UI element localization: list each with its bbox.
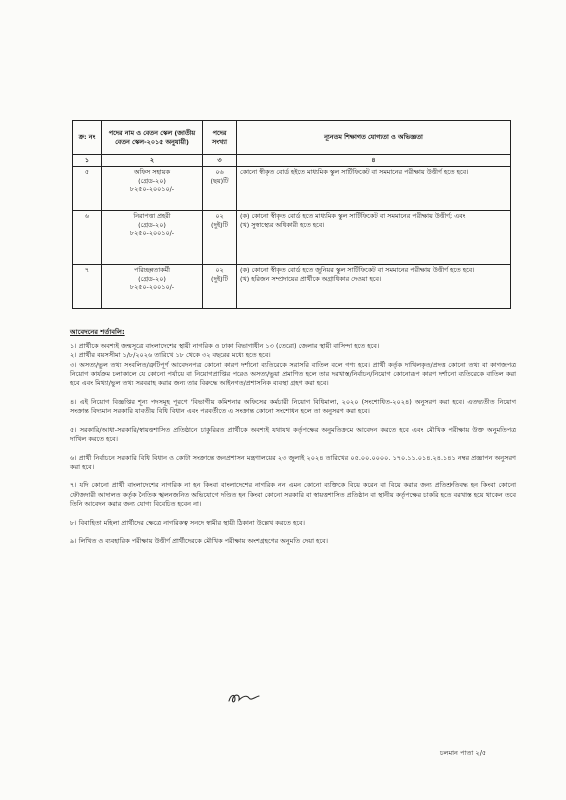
col-number: ৪ [237, 155, 511, 167]
post-grade: (গ্রেড-২০) [138, 220, 166, 229]
term-5: ৫। সরকারি/আধা-সরকারি/স্বায়ত্তশাসিত প্রতিষ্ঠানে চাকুরিরত প্রার্থীকে অবশ্যই যথাযথ কর্তৃপক্ষের অনুমতিক্রমে আবেদন করতে হবে এবং মৌখিক পরীক্ষায় উক্ত অনুমতিপত্র দাখিল করতে হবে। [70, 425, 516, 444]
table-row [73, 210, 511, 264]
term-2: ২। প্রার্থীর বয়সসীমা ১/৮/২০২৬ তারিখে ১৮ থেকে ৩২ বছরের মধ্যে হতে হবে। [70, 351, 271, 360]
terms-title: আবেদনের শর্তাবলি: [70, 328, 125, 336]
row-count: ০২ (দুই)টি [203, 264, 237, 308]
application-terms [70, 328, 516, 546]
row-sl: ৭ [73, 264, 102, 308]
post-grade: (গ্রেড-২০) [138, 274, 166, 283]
header-qualification: ন্যূনতম শিক্ষাগত যোগ্যতা ও অভিজ্ঞতা [237, 121, 511, 155]
term-6: ৬। প্রার্থী নির্বাচনে সরকারি বিধি বিধান ও কোটা সংক্রান্তে জনপ্রশাসন মন্ত্রণালয়ের ২৩ জুলাই ২০২৪ তারিখের ০৫.০০.০০০০. ১৭০.১১.০১৪.২৪.১৪১ নম্বর প্রজ্ঞাপন অনুসরণ করা হবে। [70, 453, 516, 471]
term-4: ৪। এই নিয়োগ বিজ্ঞপ্তির শূন্য পদসমূহ পূরণে 'বিভাগীয় কমিশনার অফিসের কর্মচারী নিয়োগ বিধিমালা, ২০২০ (সংশোধিত-২০২৪) অনুসরণ করা হবে। এতদ্ব্যতীত নিয়োগ সংক্রান্ত বিদ্যমান সরকারি যাবতীয় বিধি বিধান এবং পরবর্তীতে এ সংক্রান্ত কোনো সংশোধন হলে তা অনুসরণ করা হবে। [70, 397, 516, 416]
column-number-row [73, 155, 511, 167]
qualification-line: (ক) কোনো স্বীকৃত বোর্ড হতে জুনিয়র স্কুল সার্টিফিকেট বা সমমানের পরীক্ষায় উত্তীর্ণ হতে হবে। [240, 266, 475, 275]
row-sl: ৬ [73, 210, 102, 264]
row-count: ০৬ (ছয়)টি [203, 166, 237, 210]
qualification-line: (খ) হরিজন সম্প্রদায়ের প্রার্থীকে অগ্রাধিকার দেওয়া হবে। [240, 274, 382, 283]
row-post-name [102, 210, 203, 264]
row-qualification [237, 166, 511, 210]
post-scale: ৮২৫০-২০০১০/- [129, 185, 175, 194]
row-post-name [102, 166, 203, 210]
row-qualification [237, 210, 511, 264]
header-name-scale: পদের নাম ও বেতন স্কেল (জাতীয় বেতন স্কেল-২০১৫ অনুযায়ী) [102, 121, 203, 155]
header-count: পদের সংখ্যা [203, 121, 237, 155]
signature-mark [225, 688, 265, 708]
post-name: পরিচ্ছন্নতাকর্মী [134, 266, 170, 275]
post-grade: (গ্রেড-২০) [138, 176, 166, 185]
qualification-line: (খ) সুস্বাস্থ্যের অধিকারী হতে হবে। [240, 220, 325, 229]
table-row [73, 166, 511, 210]
row-count: ০২ (দুই)টি [203, 210, 237, 264]
col-number: ৩ [203, 155, 237, 167]
term-7: ৭। যদি কোনো প্রার্থী বাংলাদেশের নাগরিক না হন কিংবা বাংলাদেশের নাগরিক নন এমন কোনো ব্যক্তিকে বিয়ে করেন বা বিয়ে করার জন্য প্রতিশ্রুতিবদ্ধ হন কিংবা কোনো ফৌজদারী আদালত কর্তৃক নৈতিক স্খলনজনিত অভিযোগে দণ্ডিত হন কিংবা কোনো সরকারি বা স্বায়ত্তশাসিত প্রতিষ্ঠান বা স্থানীয় কর্তৃপক্ষের চাকরি হতে বরখাস্ত হয়ে থাকেন তবে তিনি আবেদন করার জন্য যোগ্য বিবেচিত হবেন না। [70, 481, 516, 509]
term-1: ১। প্রার্থীকে অবশ্যই জন্মসূত্রে বাংলাদেশের স্থায়ী নাগরিক ও ঢাকা বিভাগাধীন ১৩ (তেরো) জেলার স্থায়ী বাসিন্দা হতে হবে। [70, 341, 380, 350]
row-post-name [102, 264, 203, 308]
term-9: ৯। লিখিত ও ব্যবহারিক পরীক্ষায় উত্তীর্ণ প্রার্থীদেরকে মৌখিক পরীক্ষায় অংশগ্রহণের অনুমতি দেয়া হবে। [70, 537, 329, 546]
qualification-line: (ক) কোনো স্বীকৃত বোর্ড হতে মাধ্যমিক স্কুল সার্টিফিকেট বা সমমানের পরীক্ষায় উত্তীর্ণ; এবং [240, 212, 466, 221]
col-number: ২ [102, 155, 203, 167]
qualification-line: কোনো স্বীকৃত বোর্ড হইতে মাধ্যমিক স্কুল সার্টিফিকেট বা সমমানের পরীক্ষায় উত্তীর্ণ হতে হবে। [240, 168, 469, 177]
col-number: ১ [73, 155, 102, 167]
term-8: ৮। বিবাহিতা মহিলা প্রার্থীদের ক্ষেত্রে নাগরিকত্ব সনদে স্বামীর স্থায়ী ঠিকানা উল্লেখ করতে হবে। [70, 518, 305, 527]
post-scale: ৮২৫০-২০০১০/- [129, 229, 175, 238]
row-sl: ৫ [73, 166, 102, 210]
header-sl: ক্র: নং [73, 121, 102, 155]
row-qualification [237, 264, 511, 308]
posts-table [72, 120, 511, 309]
post-name: নিরাপত্তা প্রহরী [133, 212, 171, 221]
table-header-row [73, 121, 511, 155]
post-scale: ৮২৫০-২০০১০/- [129, 283, 175, 292]
post-name: অফিস সহায়ক [134, 168, 170, 177]
table-row [73, 264, 511, 308]
page-continuation: চলমান পাতা ২/৫ [440, 749, 487, 757]
term-3: ৩। অসত্য/ভুল তথ্য সংবলিত/ত্রুটিপূর্ণ আবেদনপত্র কোনো কারণ দর্শানো ব্যতিরেকে সরাসরি বাতিল বলে গণ্য হবে। প্রার্থী কর্তৃক দাখিলকৃত/প্রদত্ত কোনো তথ্য বা কাগজপত্র নিয়োগ কার্যক্রম চলাকালে যে কোনো পর্যায়ে বা নিয়োগপ্রাপ্তির পরেও অসত্য/ভুয়া প্রমাণিত হলে তার দরখাস্ত/নির্বাচন/নিয়োগ কোনোরূপ কারণ দর্শানো ব্যতিরেকে বাতিল করা হবে এবং মিথ্যা/ভুল তথ্য সরবরাহ করার জন্য তার বিরুদ্ধে আইনগত/প্রশাসনিক ব্যবস্থা গ্রহণ করা হবে। [70, 360, 516, 388]
